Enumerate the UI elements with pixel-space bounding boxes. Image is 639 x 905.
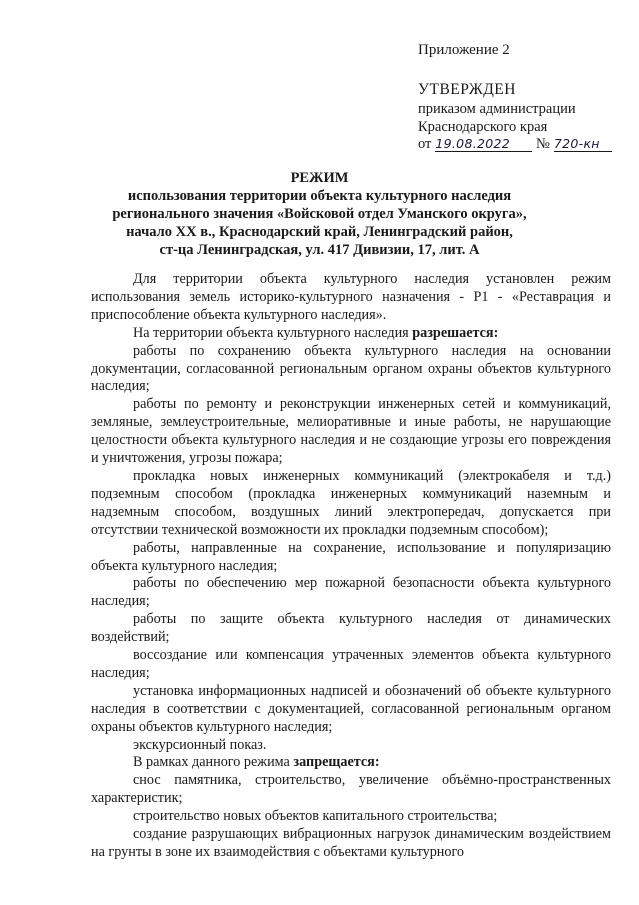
subtitle-line-1: использования территории объекта культурного наследия (127, 188, 512, 204)
approval-line-2: Краснодарского края (418, 119, 548, 135)
allowed-heading (91, 325, 611, 343)
allowed-item: воссоздание или компенсация утраченных элементов объекта культурного наследия; (91, 647, 611, 681)
prohibited-keyword: запрещается: (293, 754, 380, 771)
date-prefix: от (418, 136, 432, 152)
prohibited-item: снос памятника, строительство, увеличение объёмно-пространственных характеристик; (91, 772, 611, 807)
allowed-item: работы по защите объекта культурного наследия от динамических воздействий; (91, 611, 611, 646)
allowed-item: работы, направленные на сохранение, использование и популяризацию объекта культурного наследия; (91, 539, 611, 574)
allowed-keyword: разрешается: (412, 324, 499, 341)
allowed-item: работы по обеспечению мер пожарной безопасности объекта культурного наследия; (91, 575, 611, 610)
handwritten-date: 19.08.2022 (435, 136, 532, 152)
allowed-item: экскурсионный показ. (133, 736, 267, 753)
allowed-item: работы по ремонту и реконструкции инженерных сетей и коммуникаций, земляные, землеустроительные, мелиоративные и иные работы, не нарушающие целостности объекта культурного наследия и не создающие угрозы его повреждения и уничтожения, угрозы пожара; (91, 396, 611, 467)
prohibited-item: строительство новых объектов капитального строительства; (133, 808, 498, 825)
prohibited-item: создание разрушающих вибрационных нагрузок динамическим воздействием на грунты в зоне их взаимодействия с объектами культурного (91, 826, 611, 860)
subtitle-line-4: ст-ца Ленинградская, ул. 417 Дивизии, 17, лит. А (159, 242, 480, 258)
allowed-prefix: На территории объекта культурного наследия (133, 324, 413, 341)
subtitle-line-3: начало XX в., Краснодарский край, Ленинградский район, (126, 224, 513, 240)
allowed-item: прокладка новых инженерных коммуникаций (электрокабеля и т.д.) подземным способом (прокладка инженерных коммуникаций наземным и надземным способом, воздушных линий электропередач, допускается при отсутствии технической возможности их прокладки подземным способом); (91, 467, 611, 538)
prohibited-heading (91, 754, 611, 772)
number-prefix: № (536, 136, 550, 152)
appendix-label: Приложение 2 (418, 42, 510, 58)
subtitle-line-2: регионального значения «Войсковой отдел Уманского округа», (112, 206, 527, 222)
prohibited-prefix: В рамках данного режима (133, 754, 294, 771)
allowed-item: установка информационных надписей и обозначений об объекте культурного наследия в соответствии с документацией, согласованной региональным органом охраны объектов культурного наследия; (91, 682, 611, 735)
document-body (91, 271, 611, 862)
approval-date-line (418, 135, 612, 153)
handwritten-number: 720-кн (554, 136, 612, 152)
approved-heading: УТВЕРЖДЕН (418, 81, 516, 98)
intro-paragraph: Для территории объекта культурного наследия установлен режим использования земель историко-культурного назначения - Р1 - «Реставрация и приспособление объекта культурного наследия». (91, 271, 611, 323)
allowed-item: работы по сохранению объекта культурного наследия на основании документации, согласованной региональным органом охраны объектов культурного наследия; (91, 342, 611, 395)
approval-line-1: приказом администрации (418, 101, 576, 117)
document-title: РЕЖИМ (290, 170, 349, 186)
